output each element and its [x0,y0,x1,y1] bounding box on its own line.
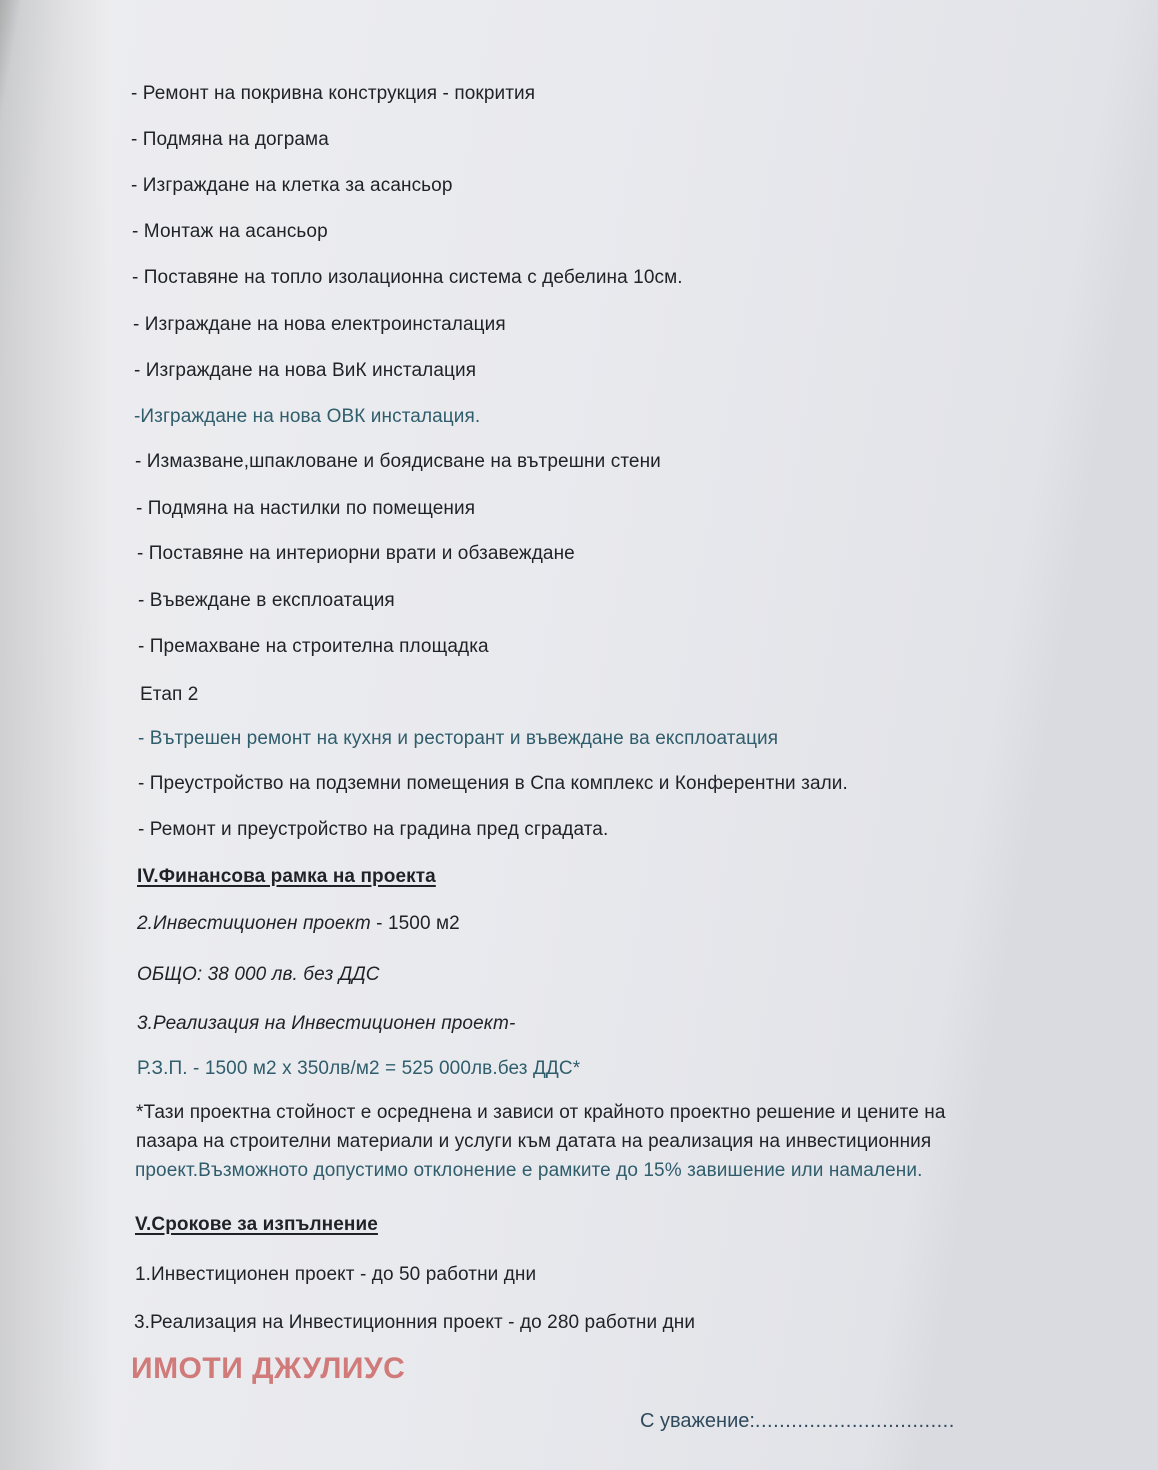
stage1-item-electrical: - Изграждане на нова електроинсталация [133,314,506,335]
signature-label: С уважение: [640,1410,755,1432]
stage1-item-floors: - Подмяна на настилки по помещения [136,498,476,519]
stage1-item-commissioning: - Въвеждане в експлоатация [138,590,395,611]
section4-item2-label: 2.Инвестиционен проект [137,913,371,934]
stage1-item-plumbing: - Изграждане на нова ВиК инсталация [134,360,477,381]
stage2-item-spa: - Преустройство на подземни помещения в Спа комплекс и Конферентни зали. [138,773,848,794]
section4-note-line-3: проект.Възможното допустимо отклонение е рамките до 15% завишение или намалени. [135,1160,923,1181]
section4-calculation: Р.З.П. - 1500 м2 х 350лв/м2 = 525 000лв.без ДДС* [137,1058,581,1079]
stage1-item-doors: - Поставяне на интериорни врати и обзавеждане [137,543,575,564]
signature-dots: ................................. [754,1410,955,1432]
section4-heading: IV.Финансова рамка на проекта [137,866,436,887]
section4-note-line-2: пазара на строителни материали и услуги към датата на реализация на инвестиционния [136,1131,932,1152]
stage2-item-garden: - Ремонт и преустройство на градина пред сградата. [138,819,609,840]
stage2-item-kitchen: - Вътрешен ремонт на кухня и ресторант и въвеждане ва експлоатация [138,728,779,749]
section5-heading: V.Срокове за изпълнение [135,1214,378,1235]
section4-total: ОБЩО: 38 000 лв. без ДДС [137,964,380,985]
section4-item2 [137,913,460,935]
stage1-item-roof: - Ремонт на покривна конструкция - покрития [131,83,536,104]
watermark-brand: ИМОТИ ДЖУЛИУС [131,1352,406,1385]
stage1-item-elevator-shaft: - Изграждане на клетка за асансьор [131,175,453,196]
stage1-item-site-removal: - Премахване на строителна площадка [138,636,489,657]
stage1-item-walls: - Измазване,шпакловане и боядисване на вътрешни стени [135,451,661,472]
section4-item3: 3.Реализация на Инвестиционен проект- [137,1013,516,1034]
stage1-item-elevator-install: - Монтаж на асансьор [132,221,328,242]
stage1-item-windows: - Подмяна на дограма [131,129,329,150]
section4-note-line-1: *Тази проектна стойност е осреднена и зависи от крайното проектно решение и цените на [136,1102,946,1123]
stage1-item-hvac: -Изграждане на нова ОВК инсталация. [134,406,481,427]
section4-item2-value: - 1500 м2 [370,913,460,934]
section5-item3: 3.Реализация на Инвестиционния проект - до 280 работни дни [134,1312,696,1333]
stage2-title: Етап 2 [140,684,199,705]
signature-line [640,1410,955,1433]
stage1-item-insulation: - Поставяне на топло изолационна система с дебелина 10см. [132,267,683,288]
section5-item1: 1.Инвестиционен проект - до 50 работни дни [135,1264,537,1285]
